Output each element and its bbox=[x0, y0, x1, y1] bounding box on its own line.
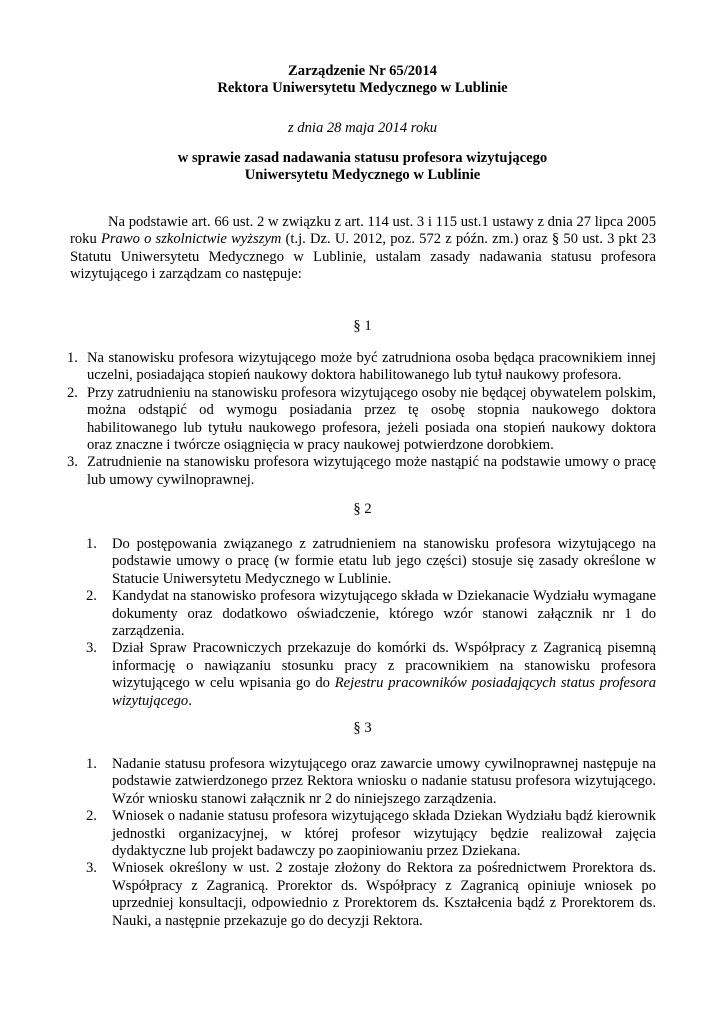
register-name: Rejestru pracowników posiadających status profesora wizytującego bbox=[112, 675, 656, 709]
item-text: Wniosek o nadanie statusu profesora wizytującego składa Dziekan Wydziału bądź kierownik jednostki organizacyjnej, w której profesor wizytujący będzie realizował zajęcia dydaktyczne lub projekt badawczy po zaopiniowaniu przez Dziekana. bbox=[112, 808, 656, 860]
list-item bbox=[86, 536, 656, 588]
item-text: Kandydat na stanowisko profesora wizytującego składa w Dziekanacie Wydziału wymagane dokumenty oraz dodatkowo oświadczenie, którego wzór stanowi załącznik nr 1 do zarządzenia. bbox=[112, 588, 656, 640]
item-text: Wniosek określony w ust. 2 zostaje złożony do Rektora za pośrednictwem Prorektora ds. Współpracy z Zagranicą. Prorektor ds. Współpracy z Zagranicą opiniuje wniosek po uprzedniej konsultacji, odpowiednio z Prorektorem ds. Kształcenia bądź z Prorektorem ds. Nauki, a następnie przekazuje go do decyzji Rektora. bbox=[112, 860, 656, 929]
item-number: 3. bbox=[86, 860, 97, 877]
item-text: Nadanie statusu profesora wizytującego oraz zawarcie umowy cywilnoprawnej następuje na podstawie zatwierdzonego przez Rektora wniosku o nadanie statusu profesora wizytującego. Wzór wniosku stanowi załącznik nr 2 do niniejszego zarządzenia. bbox=[112, 756, 656, 807]
item-text: Na stanowisku profesora wizytującego może być zatrudniona osoba będąca pracownikiem innej uczelni, posiadająca stopień naukowy doktora habilitowanego lub tytuł naukowy profesora. bbox=[87, 350, 656, 384]
title-line-1: Zarządzenie Nr 65/2014 bbox=[288, 63, 437, 79]
title-line-2: Rektora Uniwersytetu Medycznego w Lublinie bbox=[217, 80, 508, 97]
document-title bbox=[0, 63, 725, 98]
section-2-list bbox=[86, 536, 656, 710]
item-number: 1. bbox=[86, 536, 97, 552]
item-number: 1. bbox=[67, 350, 78, 366]
list-item bbox=[67, 384, 656, 455]
list-item bbox=[86, 640, 656, 710]
list-item bbox=[86, 588, 656, 640]
section-3-list bbox=[86, 756, 656, 930]
item-tail: . bbox=[188, 692, 192, 709]
section-3-mark: § 3 bbox=[353, 720, 372, 736]
item-number: 3. bbox=[86, 640, 97, 657]
item-number: 2. bbox=[67, 384, 78, 401]
section-1-list bbox=[67, 350, 656, 489]
subject-line-2: Uniwersytetu Medycznego w Lublinie bbox=[244, 167, 481, 184]
item-text: Dział Spraw Pracowniczych przekazuje do komórki ds. Współpracy z Zagranicą pisemną informację o nawiązaniu stosunku pracy z pracownikiem na stanowisku profesora wizytującego w celu wpisania go do bbox=[112, 640, 656, 692]
list-item bbox=[86, 860, 656, 930]
intro-part-1: Na podstawie art. 66 ust. 2 w związku z art. 114 ust. 3 i 115 ust.1 ustawy z dnia 27 lipca 2005 roku bbox=[70, 214, 656, 248]
intro-act-name: Prawo o szkolnictwie wyższym bbox=[100, 231, 282, 248]
intro-part-2: (t.j. Dz. U. 2012, poz. 572 z późn. zm.) oraz § 50 ust. 3 pkt 23 Statutu Uniwersytetu Medycznego w Lublinie, ustalam zasady nadawania statusu profesora wizytującego i zarządzam co następuje: bbox=[70, 231, 656, 283]
document-date: z dnia 28 maja 2014 roku bbox=[287, 120, 438, 136]
section-2-mark: § 2 bbox=[353, 501, 372, 517]
item-text: Zatrudnienie na stanowisku profesora wizytującego może nastąpić na podstawie umowy o pracę lub umowy cywilnoprawnej. bbox=[87, 454, 656, 488]
item-text: Przy zatrudnieniu na stanowisku profesora wizytującego osoby nie będącej obywatelem polskim, można odstąpić od wymogu posiadania przez tę osobę stopnia naukowego doktora habilitowanego lub tytułu naukowego profesora, jeżeli posiada ona stopień naukowy doktora oraz znaczne i twórcze osiągnięcia w pracy naukowej potwierdzone dorobkiem. bbox=[87, 384, 656, 454]
intro-paragraph bbox=[70, 214, 656, 284]
list-item bbox=[67, 454, 656, 489]
list-item bbox=[86, 808, 656, 860]
document-subject bbox=[0, 150, 725, 185]
item-number: 2. bbox=[86, 808, 97, 825]
section-1-mark: § 1 bbox=[353, 318, 372, 334]
item-number: 2. bbox=[86, 588, 97, 605]
item-number: 3. bbox=[67, 454, 78, 471]
item-text: Do postępowania związanego z zatrudnieniem na stanowisku profesora wizytującego na podstawie umowy o pracę (w formie etatu lub jego części) stosuje się zasady określone w Statucie Uniwersytetu Medycznego w Lublinie. bbox=[112, 536, 656, 587]
list-item bbox=[67, 350, 656, 385]
subject-line-1: w sprawie zasad nadawania statusu profesora wizytującego bbox=[177, 150, 548, 166]
item-number: 1. bbox=[86, 756, 97, 772]
list-item bbox=[86, 756, 656, 808]
